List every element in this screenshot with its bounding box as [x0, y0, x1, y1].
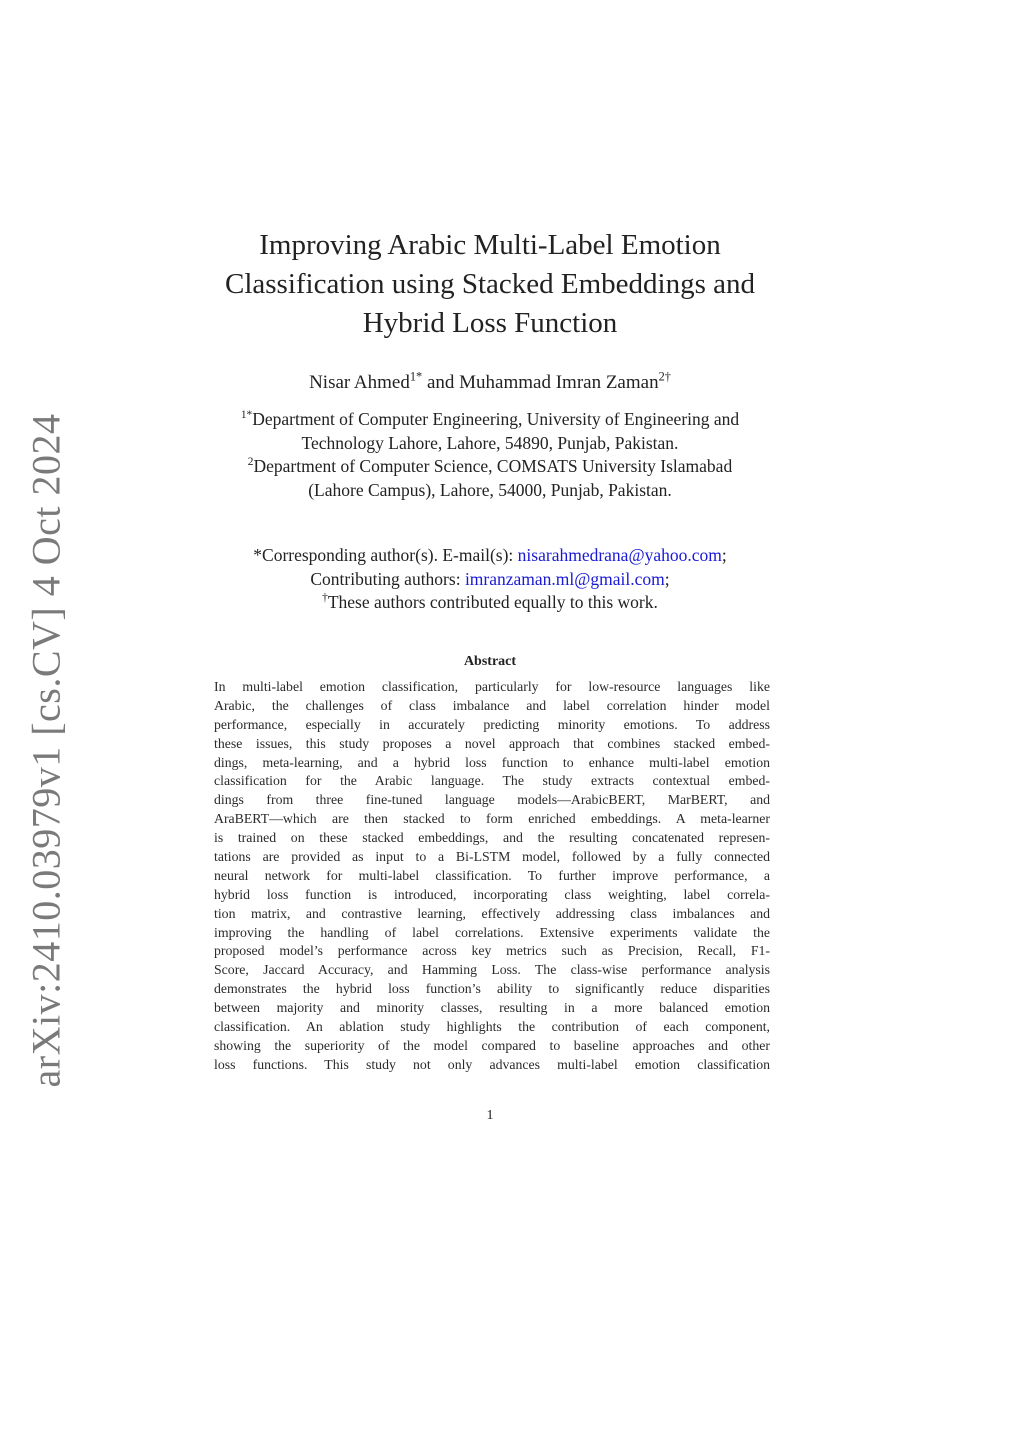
abstract-line: proposed model’s performance across key metrics such as Precision, Recall, F1- [214, 943, 770, 959]
arxiv-identifier-stamp [12, 413, 80, 1087]
affiliation-line [180, 455, 800, 479]
abstract-line: loss functions. This study not only advances multi-label emotion classification [214, 1056, 770, 1072]
abstract-line: showing the superiority of the model compared to baseline approaches and other [214, 1037, 770, 1053]
contributing-email-link[interactable]: imranzaman.ml@gmail.com [464, 568, 665, 589]
correspondence-block [180, 544, 800, 615]
title-line: Classification using Stacked Embeddings and [225, 268, 755, 300]
punctuation: ; [664, 568, 670, 589]
abstract-line: tations are provided as input to a Bi-LSTM model, followed by a fully connected [214, 849, 770, 865]
abstract-line: In multi-label emotion classification, particularly for low-resource languages like [214, 679, 770, 694]
affiliation-line [180, 408, 800, 432]
abstract-line: AraBERT—which are then stacked to form enriched embeddings. A meta-learner [214, 811, 770, 827]
paper-title [200, 226, 780, 343]
contributing-label: Contributing authors: [310, 568, 465, 589]
affiliations [180, 408, 800, 502]
equal-contribution-note [180, 591, 800, 615]
abstract-line: improving the handling of label correlations. Extensive experiments validate the [214, 924, 770, 940]
arxiv-identifier-text: arXiv:2410.03979v1 [cs.CV] 4 Oct 2024 [23, 413, 69, 1087]
abstract-line: dings from three fine-tuned language models—ArabicBERT, MarBERT, and [214, 792, 770, 808]
affiliation-text: Department of Computer Engineering, University of Engineering and [252, 409, 740, 429]
abstract-body [214, 678, 770, 1075]
abstract-line: is trained on these stacked embeddings, and the resulting concatenated represen- [214, 830, 770, 846]
affiliation-line: Technology Lahore, Lahore, 54890, Punjab, Pakistan. [301, 432, 679, 453]
corresponding-author-line [180, 544, 800, 568]
abstract-line: Arabic, the challenges of class imbalance and label correlation hinder model [214, 697, 770, 713]
abstract-line: hybrid loss function is introduced, incorporating class weighting, label correla- [214, 886, 770, 902]
title-line: Improving Arabic Multi-Label Emotion [259, 229, 721, 261]
abstract-heading: Abstract [463, 654, 517, 669]
abstract-line: demonstrates the hybrid loss function’s ability to significantly reduce disparities [214, 981, 770, 997]
affiliation-mark: 2 [247, 456, 254, 469]
dagger-mark: † [322, 592, 328, 605]
abstract-line: Score, Jaccard Accuracy, and Hamming Loss. The class-wise performance analysis [214, 962, 770, 978]
abstract-line: classification for the Arabic language. The study extracts contextual embed- [214, 773, 770, 789]
abstract-line: between majority and minority classes, resulting in a more balanced emotion [214, 1000, 770, 1016]
abstract-line: performance, especially in accurately predicting minority emotions. To address [214, 716, 770, 732]
abstract-line: neural network for multi-label classification. To further improve performance, a [214, 867, 770, 883]
title-line: Hybrid Loss Function [362, 307, 618, 339]
author-name: Nisar Ahmed [309, 372, 410, 393]
affiliation-text: Department of Computer Science, COMSATS University Islamabad [253, 456, 733, 476]
author-name: Muhammad Imran Zaman [459, 372, 659, 393]
corresponding-label: *Corresponding author(s). E-mail(s): [253, 545, 518, 565]
affiliation-mark: 1* [240, 409, 253, 422]
abstract-line: tion matrix, and contrastive learning, effectively addressing class imbalances and [214, 905, 770, 921]
punctuation: ; [721, 545, 727, 565]
abstract-line: classification. An ablation study highlights the contribution of each component, [214, 1019, 770, 1035]
author-affiliation-mark: 1* [409, 369, 423, 384]
affiliation-line: (Lahore Campus), Lahore, 54000, Punjab, Pakistan. [308, 479, 672, 500]
page-number: 1 [486, 1108, 494, 1123]
equal-contribution-text: These authors contributed equally to this work. [327, 592, 658, 612]
corresponding-email-link[interactable]: nisarahmedrana@yahoo.com [517, 545, 722, 565]
author-list [200, 369, 780, 394]
abstract-line: these issues, this study proposes a novel approach that combines stacked embed- [214, 735, 770, 751]
contributing-author-line [180, 568, 800, 592]
author-affiliation-mark: 2† [658, 369, 671, 384]
author-conjunction: and [422, 372, 460, 393]
abstract-line: dings, meta-learning, and a hybrid loss function to enhance multi-label emotion [214, 754, 770, 770]
